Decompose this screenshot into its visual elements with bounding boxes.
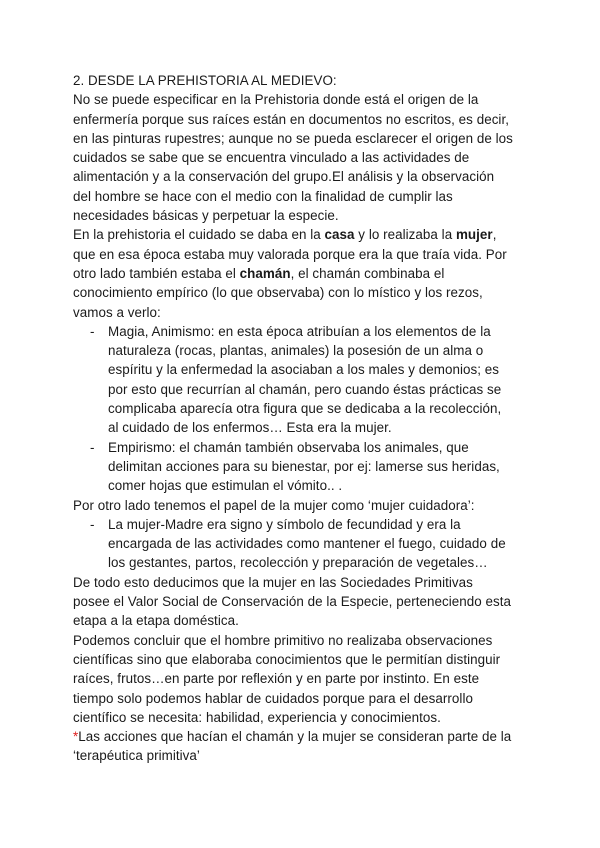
document-page	[73, 71, 513, 766]
para2-text-2: y lo realizaba la	[354, 227, 456, 243]
para2-text-1: En la prehistoria el cuidado se daba en la	[73, 227, 325, 243]
list-dash: -	[90, 439, 95, 455]
paragraph-care-home	[73, 225, 513, 321]
list-item	[73, 322, 513, 438]
list-item	[73, 515, 513, 573]
bold-casa: casa	[324, 227, 355, 243]
section-heading: 2. DESDE LA PREHISTORIA AL MEDIEVO:	[73, 73, 337, 88]
list-chaman-practices	[73, 322, 513, 496]
list-item-text: Empirismo: el chamán también observaba los animales, que delimitan acciones para su bienestar, por ej: lamerse sus heridas, comer hojas que estimulan el vómito.. .	[108, 439, 500, 494]
list-item-text: Magia, Animismo: en esta época atribuían a los elementos de la naturaleza (rocas, plantas, animales) la posesión de un alma o espíritu y la enfermedad la asociaban a los males y demonios; es por esto que recurrían al chamán, pero cuando éstas prácticas se complicaba aparecía otra figura que se dedicaba a la recolección, al cuidado de los enfermos… Esta era la mujer.	[108, 323, 502, 436]
bold-mujer: mujer	[455, 227, 493, 243]
para2-text-3: , que en esa época estaba muy valorada porque era la que traía vida. Por otro lado también estaba el	[73, 227, 507, 281]
paragraph-woman-role: Por otro lado tenemos el papel de la mujer como ‘mujer cuidadora’:	[73, 497, 475, 513]
list-item	[73, 438, 513, 496]
note-text: Las acciones que hacían el chamán y la mujer se consideran parte de la ‘terapéutica primitiva’	[73, 729, 512, 764]
paragraph-conclusion: Podemos concluir que el hombre primitivo no realizaba observaciones científicas sino que elaboraba conocimientos que le permitían distinguir raíces, frutos…en parte por reflexión y en parte por instinto. En este tiempo solo podemos hablar de cuidados porque para el desarrollo científico se necesita: habilidad, experiencia y conocimientos.	[73, 632, 501, 725]
note-paragraph	[73, 727, 513, 766]
list-dash: -	[90, 323, 95, 339]
list-item-text: La mujer-Madre era signo y símbolo de fecundidad y era la encargada de las actividades como mantener el fuego, cuidado de los gestantes, partos, recolección y preparación de vegetales…	[108, 516, 506, 571]
paragraph-origin: No se puede especificar en la Prehistoria donde está el origen de la enfermería porque sus raíces están en documentos no escritos, es decir, en las pinturas rupestres; aunque no se pueda esclarecer el origen de los cuidados se sabe que se encuentra vinculado a las actividades de alimentación y a la conservación del grupo.El análisis y la observación del hombre se hace con el medio con la finalidad de cumplir las necesidades básicas y perpetuar la especie.	[73, 92, 513, 224]
list-dash: -	[90, 516, 95, 532]
para2-text-4: , el chamán combinaba el conocimiento empírico (lo que observaba) con lo místico y los rezos, vamos a verlo:	[73, 265, 483, 320]
note-marker: *	[73, 729, 79, 745]
list-woman-role	[73, 515, 513, 573]
bold-chaman: chamán	[239, 265, 291, 281]
paragraph-social-value: De todo esto deducimos que la mujer en las Sociedades Primitivas posee el Valor Social de Conservación de la Especie, perteneciendo esta etapa a la etapa doméstica.	[73, 574, 512, 629]
